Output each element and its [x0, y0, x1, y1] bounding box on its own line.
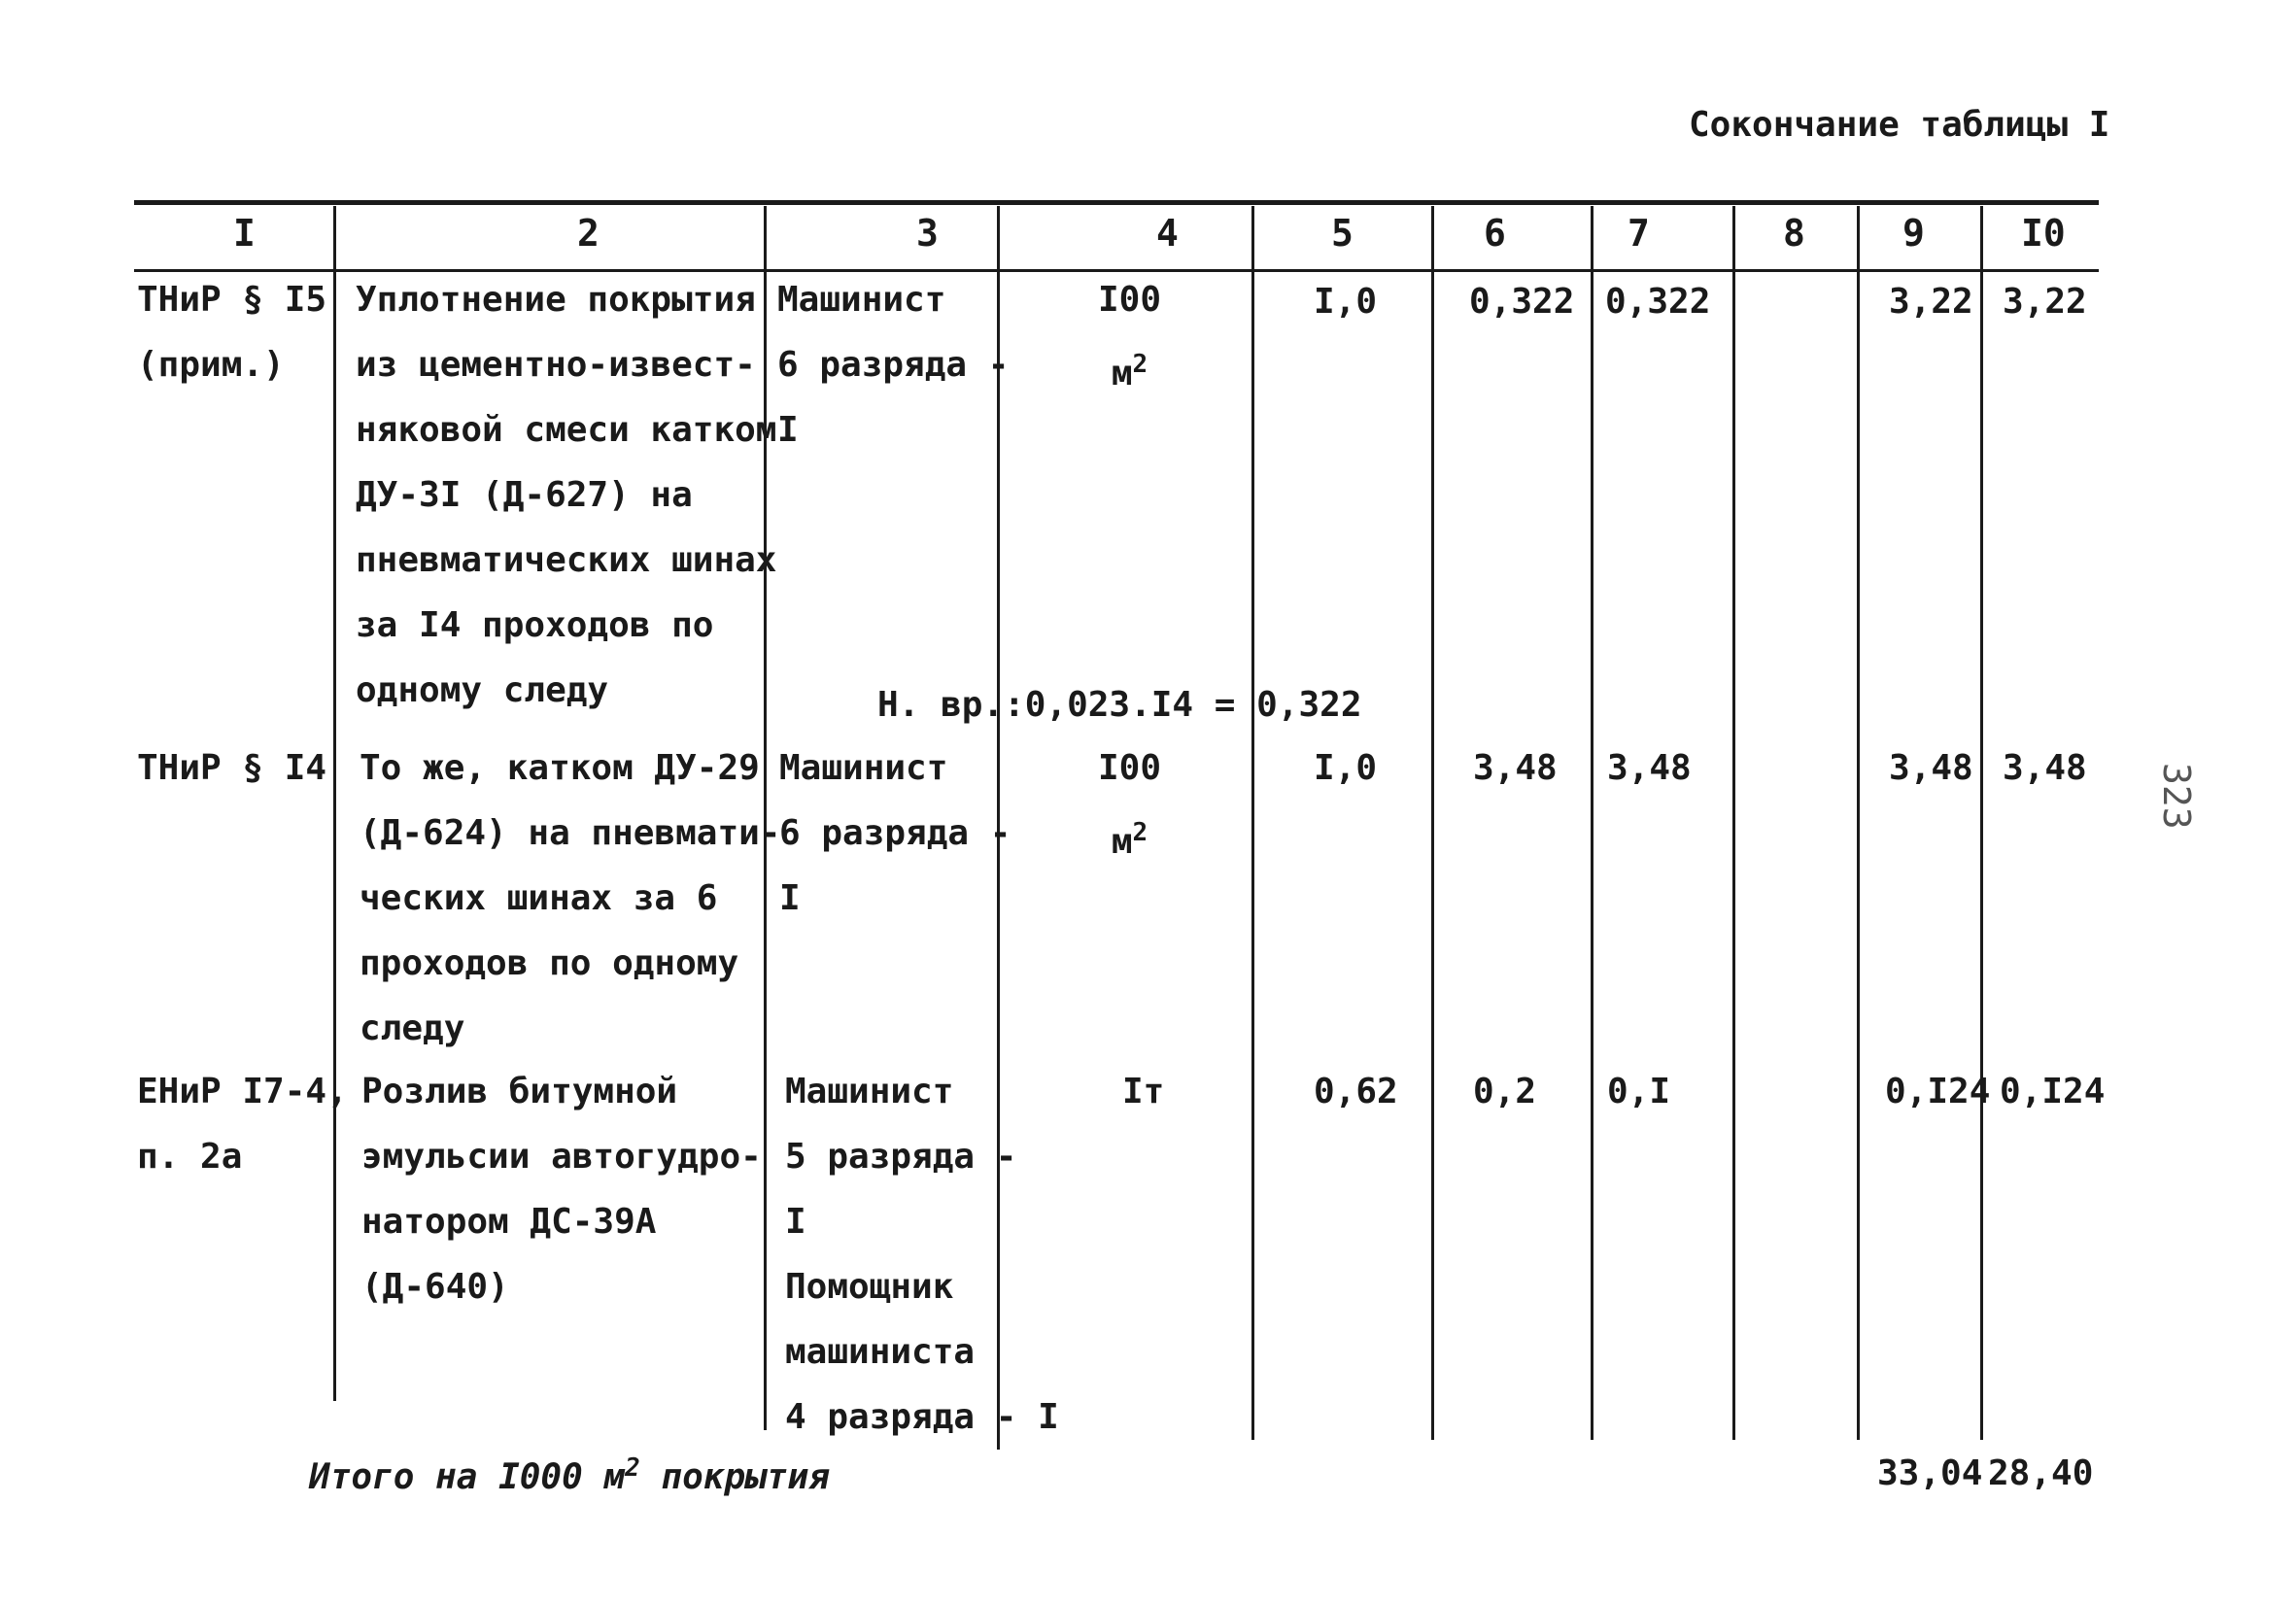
header-col-3: 3 — [916, 212, 939, 255]
total-col10: 28,40 — [1988, 1453, 2094, 1493]
col-separator-4 — [1251, 206, 1254, 1440]
row2-col6: 3,48 — [1473, 748, 1558, 788]
total-label: Итого на I000 $м^2$ покрытия — [309, 1453, 830, 1497]
row1-col9: 3,22 — [1889, 282, 1973, 322]
row3-crew: Машинист 5 разряда - I Помощник машиниста 4 разряда - I — [785, 1072, 1059, 1437]
header-col-8: 8 — [1783, 212, 1805, 255]
row3-norm-ref: ЕНиР I7-4, п. 2а — [137, 1072, 348, 1177]
margin-page-number: 323 — [2155, 763, 2198, 830]
col-separator-1 — [333, 206, 336, 1401]
row2-norm-ref: ТНиР § I4 — [137, 748, 327, 788]
row2-col7: 3,48 — [1607, 748, 1692, 788]
header-col-6: 6 — [1484, 212, 1506, 255]
row3-col9: 0,I24 — [1885, 1072, 1991, 1111]
row1-col7: 0,322 — [1605, 282, 1711, 322]
row3-col7: 0,I — [1607, 1072, 1671, 1111]
header-col-2: 2 — [577, 212, 600, 255]
row1-col5: I,0 — [1314, 282, 1378, 322]
row2-col10: 3,48 — [2003, 748, 2087, 788]
col-separator-5 — [1431, 206, 1434, 1440]
header-col-1: I — [233, 212, 256, 255]
row3-col10: 0,I24 — [2000, 1072, 2106, 1111]
table-top-rule — [134, 200, 2099, 205]
header-col-9: 9 — [1902, 212, 1925, 255]
col-separator-7 — [1732, 206, 1735, 1440]
header-col-7: 7 — [1628, 212, 1650, 255]
row1-col10: 3,22 — [2003, 282, 2087, 322]
row1-time-norm-note: Н. вр.:0,023.I4 = 0,322 — [877, 685, 1362, 725]
row2-col5: I,0 — [1314, 748, 1378, 788]
row1-norm-ref: ТНиР § I5 (прим.) — [137, 280, 327, 385]
col-separator-6 — [1591, 206, 1593, 1440]
header-col-10: I0 — [2021, 212, 2066, 255]
col-separator-9 — [1980, 206, 1983, 1440]
row2-crew: Машинист 6 разряда - I — [779, 748, 1011, 918]
row3-col6: 0,2 — [1473, 1072, 1537, 1111]
row3-unit: Iт — [1122, 1072, 1165, 1111]
row3-col5: 0,62 — [1314, 1072, 1398, 1111]
header-col-5: 5 — [1331, 212, 1354, 255]
row2-unit: I00 $м^2$ — [1098, 748, 1162, 862]
row2-col9: 3,48 — [1889, 748, 1973, 788]
table-continuation-caption: Сокончание таблицы I — [1689, 105, 2110, 145]
row1-unit: I00 $м^2$ — [1098, 280, 1162, 393]
row1-description: Уплотнение покрытия из цементно-извест- няковой смеси катком ДУ-3I (Д-627) на пневматических шинах за I4 проходов по одному следу — [356, 280, 777, 710]
row1-crew: Машинист 6 разряда - I — [777, 280, 1010, 450]
row2-description: То же, катком ДУ-29 (Д-624) на пневмати- ческих шинах за 6 проходов по одному следу — [360, 748, 781, 1048]
total-col9: 33,04 — [1877, 1453, 1983, 1493]
row3-description: Розлив битумной эмульсии автогудро- натором ДС-39А (Д-640) — [361, 1072, 762, 1307]
header-col-4: 4 — [1156, 212, 1179, 255]
col-separator-8 — [1857, 206, 1860, 1440]
row1-col6: 0,322 — [1469, 282, 1575, 322]
